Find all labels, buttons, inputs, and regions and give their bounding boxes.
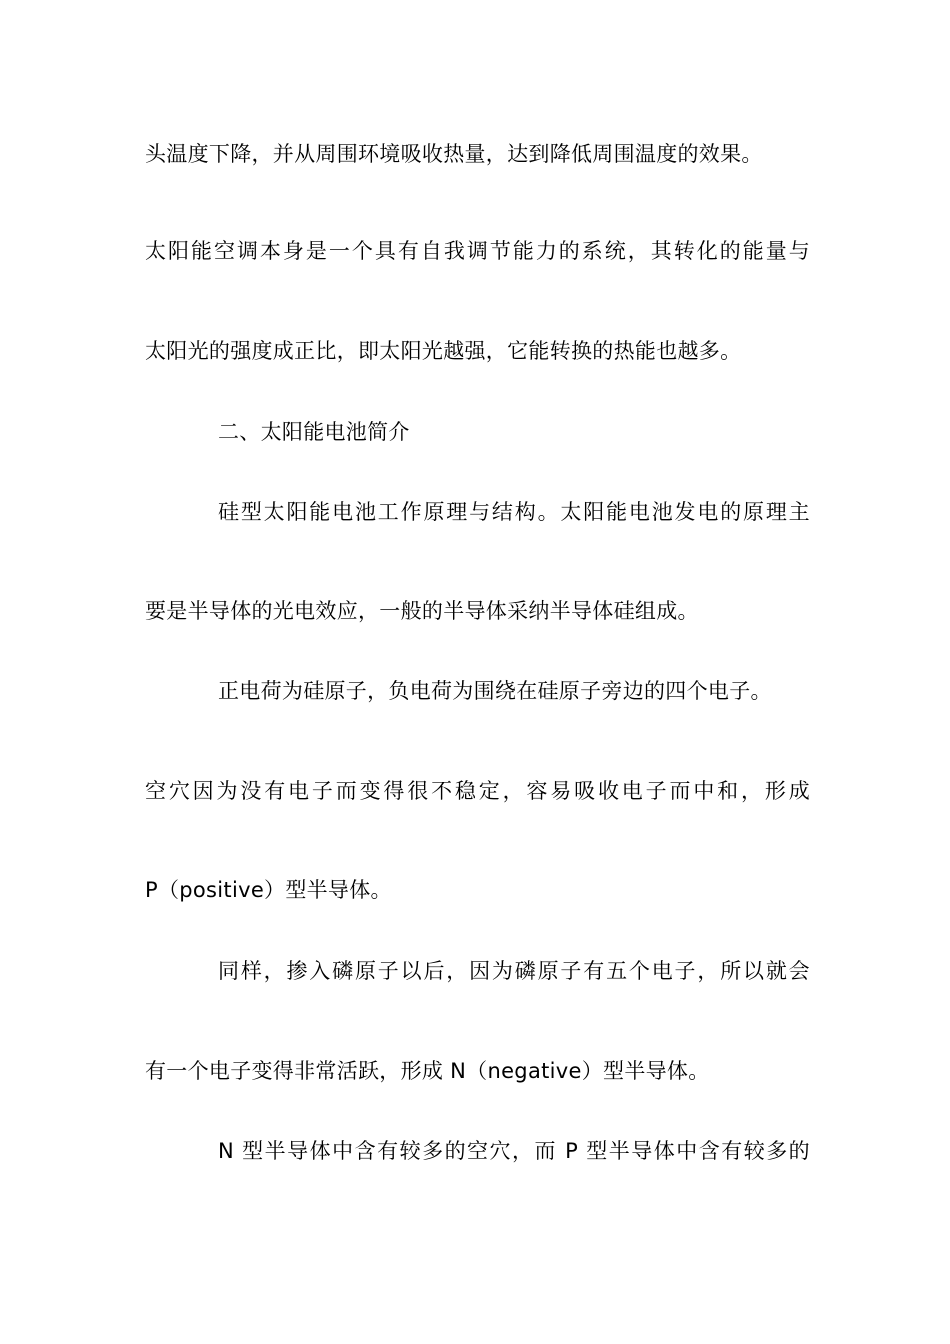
text-line: 硅型太阳能电池工作原理与结构。太阳能电池发电的原理主 [218, 500, 810, 524]
text-line: 有一个电子变得非常活跃，形成 N（negative）型半导体。 [145, 1059, 710, 1083]
text-line: 正电荷为硅原子，负电荷为围绕在硅原子旁边的四个电子。 [218, 679, 772, 703]
text-line: P（positive）型半导体。 [145, 878, 392, 902]
text-line: 头温度下降，并从周围环境吸收热量，达到降低周围温度的效果。 [145, 142, 763, 166]
section-heading: 二、太阳能电池简介 [218, 420, 410, 444]
text-line: 要是半导体的光电效应，一般的半导体采纳半导体硅组成。 [145, 599, 699, 623]
text-line: 同样，掺入磷原子以后，因为磷原子有五个电子，所以就会 [218, 959, 810, 983]
text-line: 太阳能空调本身是一个具有自我调节能力的系统，其转化的能量与 [145, 239, 810, 263]
text-line: 空穴因为没有电子而变得很不稳定，容易吸收电子而中和，形成 [145, 779, 810, 803]
text-line: 太阳光的强度成正比，即太阳光越强，它能转换的热能也越多。 [145, 339, 742, 363]
text-line: N 型半导体中含有较多的空穴，而 P 型半导体中含有较多的 [218, 1139, 810, 1163]
